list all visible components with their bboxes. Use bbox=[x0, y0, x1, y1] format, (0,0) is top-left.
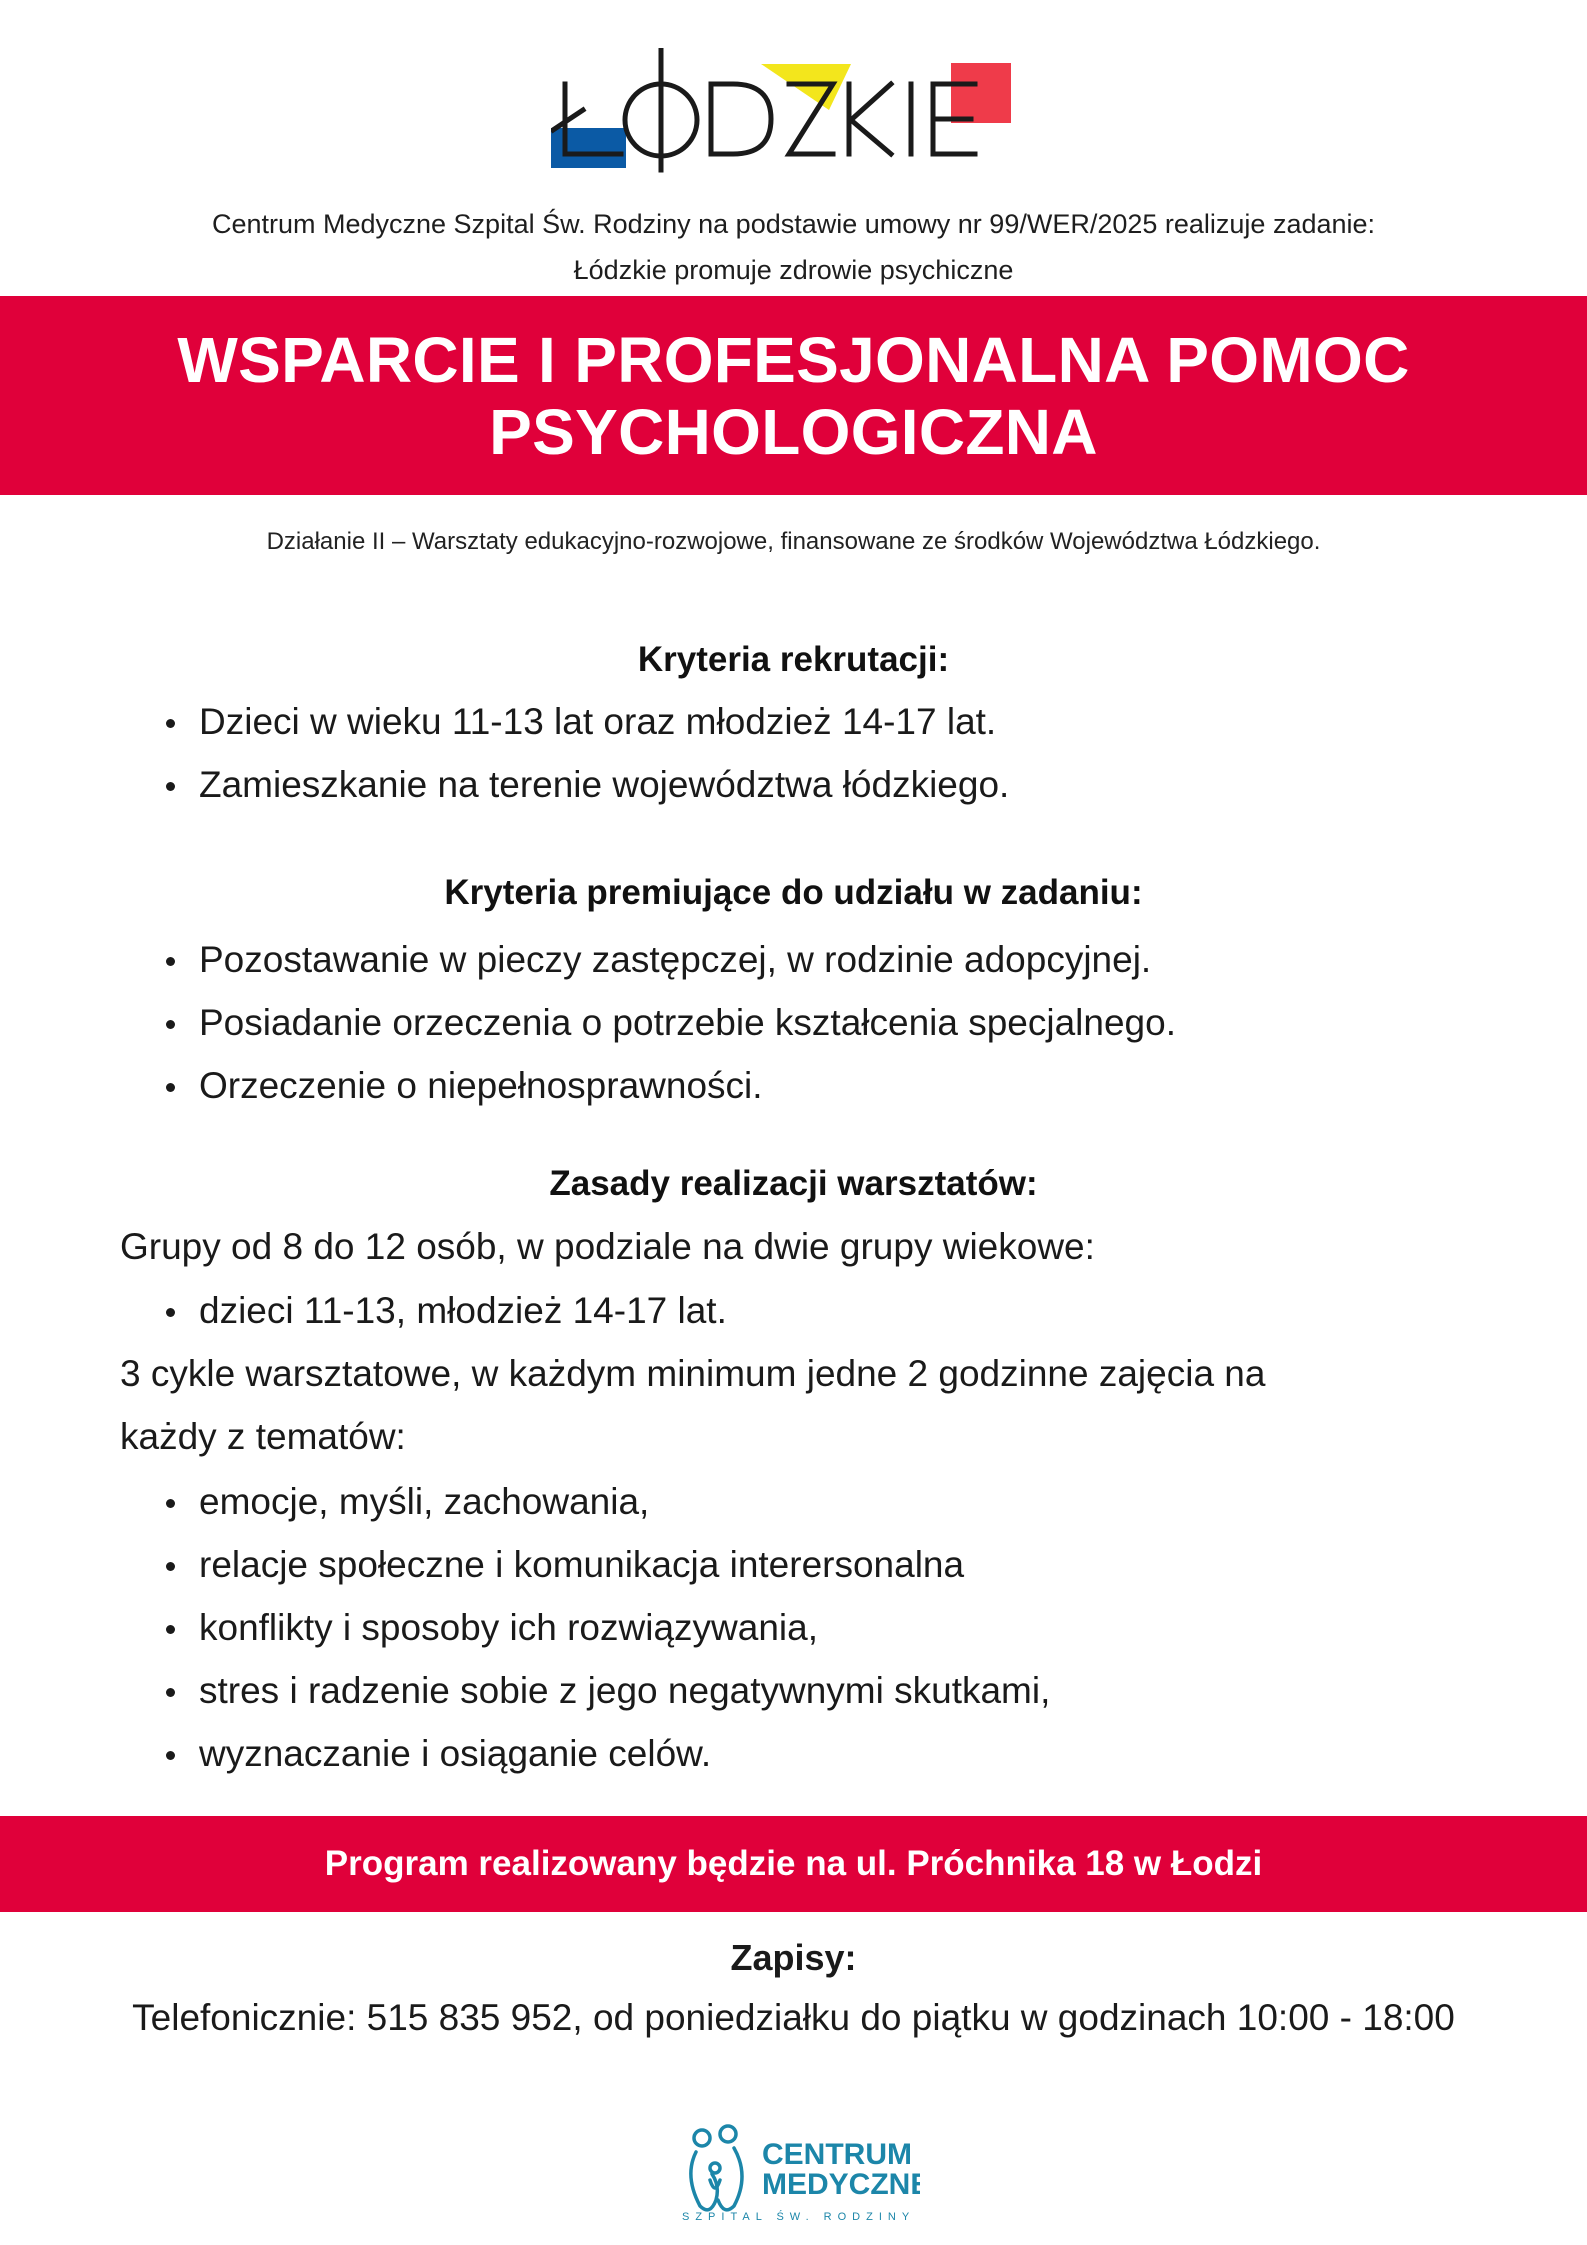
topics-list bbox=[162, 1470, 1050, 1785]
groups-text: Grupy od 8 do 12 osób, w podziale na dwie grupy wiekowe: bbox=[120, 1226, 1095, 1267]
recruitment-list bbox=[162, 690, 1009, 816]
title-line-1: WSPARCIE I PROFESJONALNA POMOC bbox=[177, 323, 1410, 396]
list-item: konflikty i sposoby ich rozwiązywania, bbox=[162, 1596, 1050, 1659]
cm-logo-line-1: CENTRUM bbox=[762, 2138, 912, 2171]
recruitment-heading: Kryteria rekrutacji: bbox=[637, 640, 950, 679]
list-item: Pozostawanie w pieczy zastępczej, w rodzinie adopcyjnej. bbox=[162, 928, 1176, 991]
list-item: emocje, myśli, zachowania, bbox=[162, 1470, 1050, 1533]
list-item: Orzeczenie o niepełnosprawności. bbox=[162, 1054, 1176, 1117]
intro-line-2: Łódzkie promuje zdrowie psychiczne bbox=[573, 255, 1014, 285]
list-item: relacje społeczne i komunikacja interersonalna bbox=[162, 1533, 1050, 1596]
action-description: Działanie II – Warsztaty edukacyjno-rozwojowe, finansowane ze środków Województwa Łódzkiego. bbox=[266, 528, 1321, 555]
list-item: Zamieszkanie na terenie województwa łódzkiego. bbox=[162, 753, 1009, 816]
signup-phone: Telefonicznie: 515 835 952, od poniedziałku do piątku w godzinach 10:00 - 18:00 bbox=[132, 1997, 1455, 2038]
cm-logo-line-2: MEDYCZNE bbox=[762, 2168, 920, 2201]
lodzkie-logo bbox=[551, 48, 1021, 173]
rules-heading: Zasady realizacji warsztatów: bbox=[549, 1164, 1038, 1203]
lodzkie-logo-graphic bbox=[551, 48, 1021, 173]
intro-line-1: Centrum Medyczne Szpital Św. Rodziny na podstawie umowy nr 99/WER/2025 realizuje zadanie: bbox=[211, 209, 1376, 239]
cm-logo-subtitle: SZPITAL ŚW. RODZINY bbox=[682, 2211, 916, 2223]
family-icon bbox=[680, 2116, 920, 2226]
list-item: wyznaczanie i osiąganie celów. bbox=[162, 1722, 1050, 1785]
cycles-line-1: 3 cykle warsztatowe, w każdym minimum jedne 2 godzinne zajęcia na bbox=[120, 1353, 1266, 1394]
title-banner bbox=[0, 296, 1587, 495]
groups-list bbox=[162, 1279, 727, 1342]
list-item: stres i radzenie sobie z jego negatywnymi skutkami, bbox=[162, 1659, 1050, 1722]
list-item: Dzieci w wieku 11-13 lat oraz młodzież 14-17 lat. bbox=[162, 690, 1009, 753]
list-item: Posiadanie orzeczenia o potrzebie kształcenia specjalnego. bbox=[162, 991, 1176, 1054]
premium-heading: Kryteria premiujące do udziału w zadaniu: bbox=[444, 873, 1143, 912]
location-banner: Program realizowany będzie na ul. Próchnika 18 w Łodzi bbox=[0, 1816, 1587, 1912]
centrum-medyczne-logo bbox=[680, 2116, 920, 2226]
title-line-2: PSYCHOLOGICZNA bbox=[489, 395, 1098, 468]
signup-heading: Zapisy: bbox=[730, 1937, 857, 1978]
list-item: dzieci 11-13, młodzież 14-17 lat. bbox=[162, 1279, 727, 1342]
premium-list bbox=[162, 928, 1176, 1117]
cycles-line-2: każdy z tematów: bbox=[120, 1416, 406, 1457]
